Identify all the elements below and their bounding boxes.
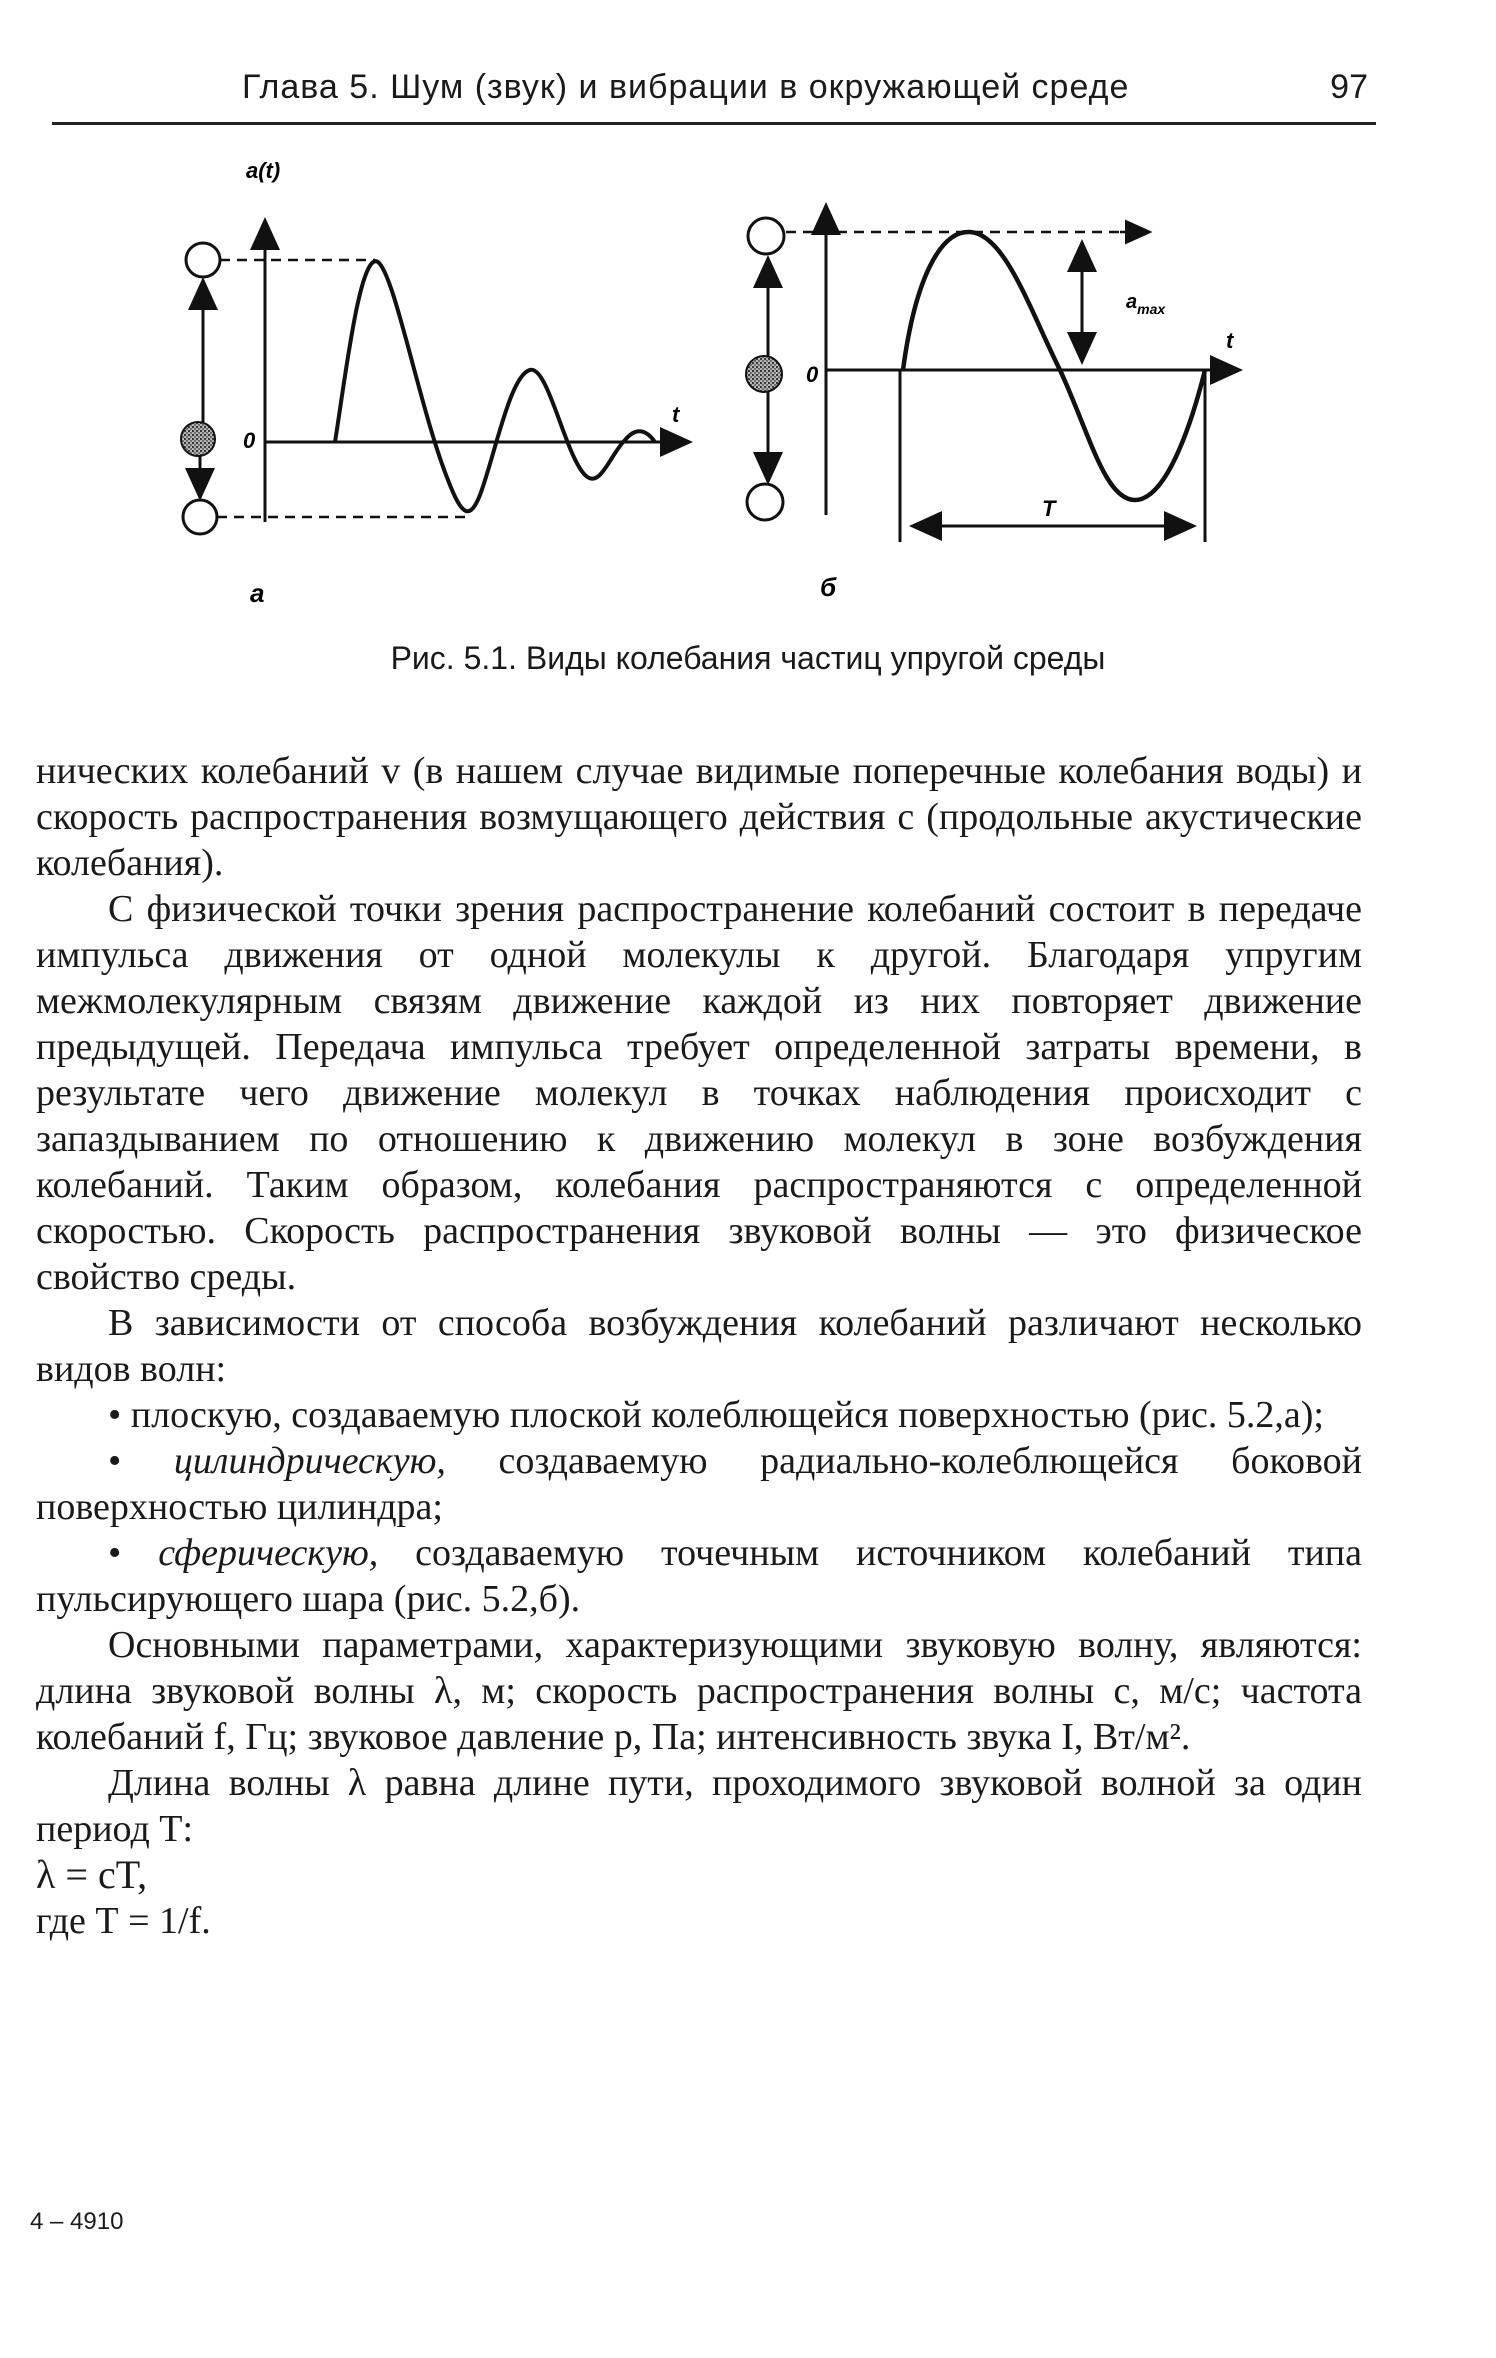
bullet-spherical-wave: • сферическую, создаваемую точечным источником колебаний типа пульсирующего шара (рис. 5.2,б). xyxy=(36,1532,1362,1620)
particle-center-circle xyxy=(181,422,215,456)
figure-5-1 xyxy=(0,150,1496,620)
zero-label-a: 0 xyxy=(243,428,256,453)
bullet-cylindrical-wave: • цилиндрическую, создаваемую радиально-колеблющейся боковой поверхностью цилиндра; xyxy=(36,1440,1362,1528)
term-spherical: сферическую, xyxy=(158,1532,379,1574)
body-text xyxy=(36,748,1362,1944)
figure-caption: Рис. 5.1. Виды колебания частиц упругой среды xyxy=(390,640,1106,676)
wavelength-formula: λ = cT, xyxy=(36,1852,148,1897)
term-cylindrical: цилиндрическую, xyxy=(173,1440,446,1482)
zero-label-b: 0 xyxy=(806,362,819,387)
paragraph-3: В зависимости от способа возбуждения колебаний различают несколько видов волн: xyxy=(36,1302,1362,1390)
paragraph-5: Длина волны λ равна длине пути, проходимого звуковой волной за один период Т: xyxy=(36,1762,1362,1850)
period-label: T xyxy=(1042,496,1056,521)
running-header xyxy=(52,60,1376,125)
time-label-a: t xyxy=(672,402,680,427)
particle-bottom-circle xyxy=(183,500,217,534)
panel-b-diagram xyxy=(746,205,1240,602)
paragraph-6: где Т = 1/f. xyxy=(36,1900,211,1942)
amax-label: $a_{max}$ xyxy=(1126,291,1166,317)
particle-bottom-circle-b xyxy=(747,484,783,520)
page-number: 97 xyxy=(1330,68,1368,106)
particle-center-circle-b xyxy=(746,356,782,392)
paragraph-2: С физической точки зрения распространение колебаний состоит в передаче импульса движения от одной молекулы к другой. Благодаря упругим межмолекулярным связям движение каждой из них повторяет движение предыдущей. Передача импульса требует определенной затраты времени, в результате чего движение молекул в точках наблюдения происходит с запаздыванием по отношению к движению молекул в зоне возбуждения колебаний. Таким образом, колебания распространяются с определенной скоростью. Скорость распространения звуковой волны — это физическое свойство среды. xyxy=(36,888,1362,1298)
axis-label-at: a(t) xyxy=(246,158,281,183)
particle-top-circle-b xyxy=(748,218,784,254)
panel-label-b: б xyxy=(820,572,837,602)
paragraph-4: Основными параметрами, характеризующими звуковую волну, являются: длина звуковой волны λ, м; скорость распространения волны с, м/с; частота колебаний f, Гц; звуковое давление р, Па; интенсивность звука I, Вт/м². xyxy=(36,1624,1362,1758)
paragraph-1: нических колебаний v (в нашем случае видимые поперечные колебания воды) и скорость распространения возмущающего действия с (продольные акустические колебания). xyxy=(36,750,1362,884)
damped-wave-curve xyxy=(335,261,655,511)
chapter-title: Глава 5. Шум (звук) и вибрации в окружающей среде xyxy=(242,68,1130,106)
particle-top-circle xyxy=(186,243,220,277)
sine-wave-curve xyxy=(903,232,1205,500)
panel-a-diagram xyxy=(181,158,690,608)
oscillation-diagram xyxy=(0,150,1496,620)
time-label-b: t xyxy=(1226,328,1234,353)
signature-code: 4 – 4910 xyxy=(30,2208,124,2235)
bullet-plane-wave: • плоскую, создаваемую плоской колеблющейся поверхностью (рис. 5.2,а); xyxy=(108,1394,1324,1436)
panel-label-a: а xyxy=(250,578,265,608)
